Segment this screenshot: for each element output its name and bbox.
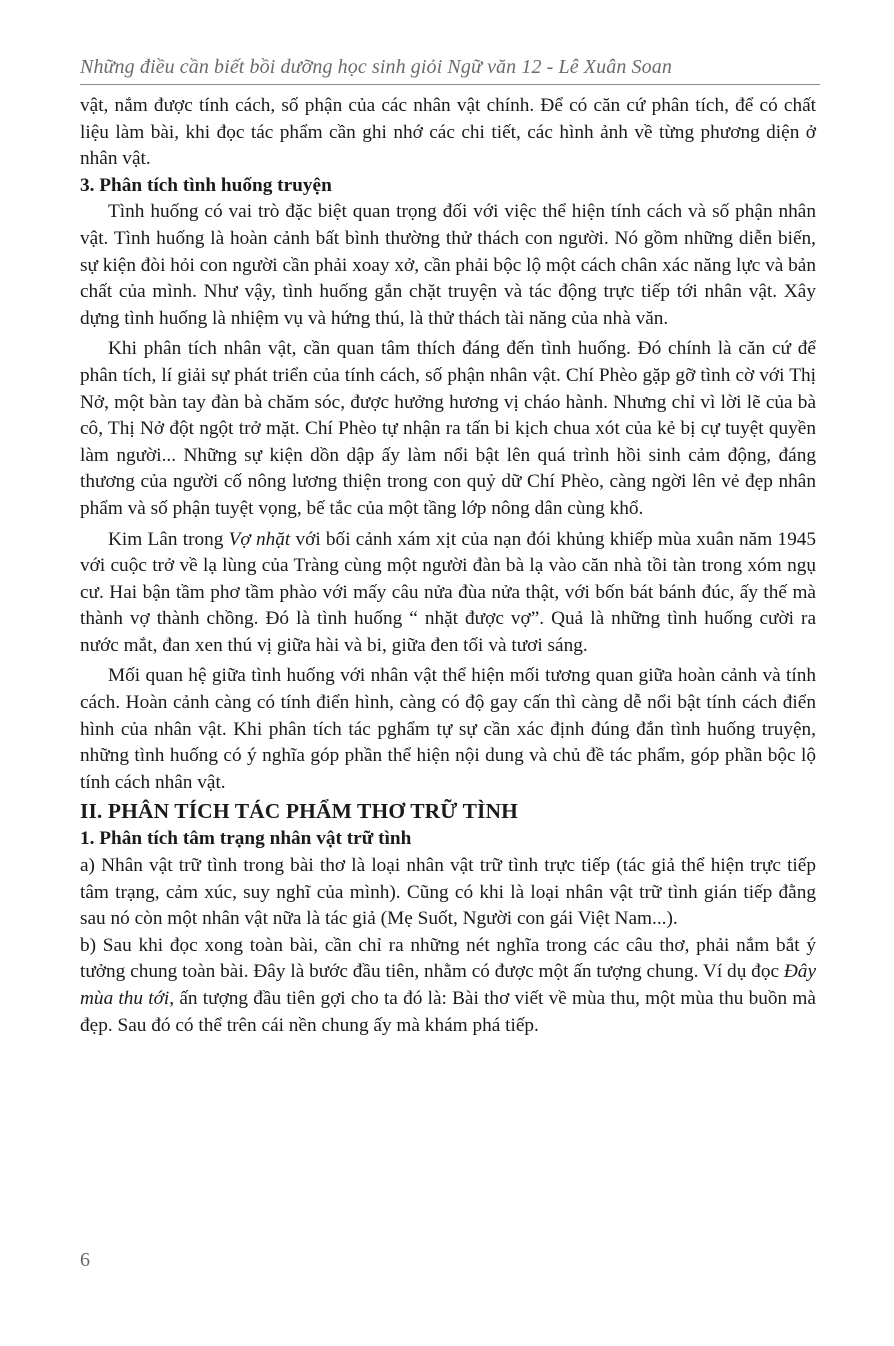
text-segment: b) Sau khi đọc xong toàn bài, cần chỉ ra những nét nghĩa trong các câu thơ, phải nắm bắt ý tưởng chung toàn bài. Đây là bước đầu tiên, nhằm có được một ấn tượng chung. Ví dụ đọc <box>80 934 816 983</box>
paragraph-situation-role: Tình huống có vai trò đặc biệt quan trọng đối với việc thể hiện tính cách và số phận nhân vật. Tình huống là hoàn cảnh bất bình thường thử thách con người. Nó gồm những diễn biến, sự kiện đòi hỏi con người cần phải xoay xở, cần phải bộc lộ một cách chân xác năng lực và bản chất của mình. Như vậy, tình huống gắn chặt truyện và tác động trực tiếp tới nhân vật. Xây dựng tình huống là nhiệm vụ và hứng thú, là thử thách tài năng của nhà văn. <box>80 201 817 329</box>
page-number: 6 <box>80 1249 90 1271</box>
header-rule <box>80 84 820 85</box>
section-heading-lyric-mood: 1. Phân tích tâm trạng nhân vật trữ tình <box>80 828 412 850</box>
text-segment: với bối cảnh xám xịt của nạn đói khủng khiếp mùa xuân năm 1945 với cuộc trở về lạ lùng của Tràng cùng một người đàn bà lạ vào căn nhà tồi tàn trong xóm ngụ cư. Hai bận tầm phơ tầm phào với mấy câu nửa đùa nửa thật, với bốn bát bánh đúc, ấy thế mà thành vợ thành chồng. Đó là tình huống “ nhặt được vợ”. Quả là những tình huống cười ra nước mắt, đan xen thú vị giữa hài và bi, giữa đen tối và tươi sáng. <box>80 528 816 656</box>
page-content <box>80 93 816 1039</box>
paragraph-chi-pheo: Khi phân tích nhân vật, cần quan tâm thích đáng đến tình huống. Đó chính là căn cứ để phân tích, lí giải sự phát triển của tính cách, số phận nhân vật. Chí Phèo gặp gỡ tình cờ với Thị Nở, một bàn tay đàn bà chăm sóc, được hưởng hương vị cháo hành. Nhưng chỉ vì lời lẽ của bà cô, Thị Nở đột ngột trở mặt. Chí Phèo tự nhận ra tấn bi kịch chua xót của kẻ bị cự tuyệt quyền làm người... Những sự kiện dồn dập ấy làm nổi bật lên quá trình hồi sinh cảm động, đáng thương của người cố nông lương thiện trong con quỷ dữ Chí Phèo, càng ngời lên vẻ đẹp nhân phẩm và số phận tuyệt vọng, bế tắc của một tầng lớp nông dân cùng khổ. <box>80 338 816 519</box>
paragraph-item-b <box>80 933 816 1039</box>
work-title-vo-nhat: Vợ nhặt <box>228 528 291 550</box>
chapter-heading-poetry: II. PHÂN TÍCH TÁC PHẨM THƠ TRỮ TÌNH <box>80 799 518 824</box>
paragraph-item-a: a) Nhân vật trữ tình trong bài thơ là loại nhân vật trữ tình trực tiếp (tác giả thể hiện trực tiếp tâm trạng, cảm xúc, suy nghĩ của mình). Cũng có khi là loại nhân vật trữ tình gián tiếp đằng sau nó còn một nhân vật nữa là tác giả (Mẹ Suốt, Người con gái Việt Nam...). <box>80 855 816 930</box>
paragraph-relationship: Mối quan hệ giữa tình huống với nhân vật thể hiện mối tương quan giữa hoàn cảnh và tính cách. Hoàn cảnh càng có tính điển hình, càng có độ gay cấn thì càng dễ nổi bật tính cách điển hình của nhân vật. Khi phân tích tác pghẩm tự sự cần xác định đúng đắn tình huống truyện, những tình huống có ý nghĩa góp phần thể hiện nội dung và chủ đề tác phẩm, góp phần bộc lộ tính cách nhân vật. <box>80 665 816 793</box>
running-header: Những điều cần biết bồi dưỡng học sinh giỏi Ngữ văn 12 - Lê Xuân Soan <box>80 56 672 78</box>
text-segment: , ấn tượng đầu tiên gợi cho ta đó là: Bài thơ viết về mùa thu, một mùa thu buồn mà đẹp. Sau đó có thể trên cái nền chung ấy mà khám phá tiếp. <box>80 988 816 1036</box>
paragraph-vo-nhat <box>80 527 816 660</box>
work-title-day-mua-thu-toi: Đây mùa thu tới <box>80 961 816 1009</box>
text-segment: Kim Lân trong <box>108 528 229 550</box>
paragraph-continued: vật, nắm được tính cách, số phận của các nhân vật chính. Để có căn cứ phân tích, để có chất liệu làm bài, khi đọc tác phẩm cần ghi nhớ các chi tiết, các hình ảnh về từng phương diện ở nhân vật. <box>80 95 816 170</box>
section-heading-situation: 3. Phân tích tình huống truyện <box>80 174 332 196</box>
